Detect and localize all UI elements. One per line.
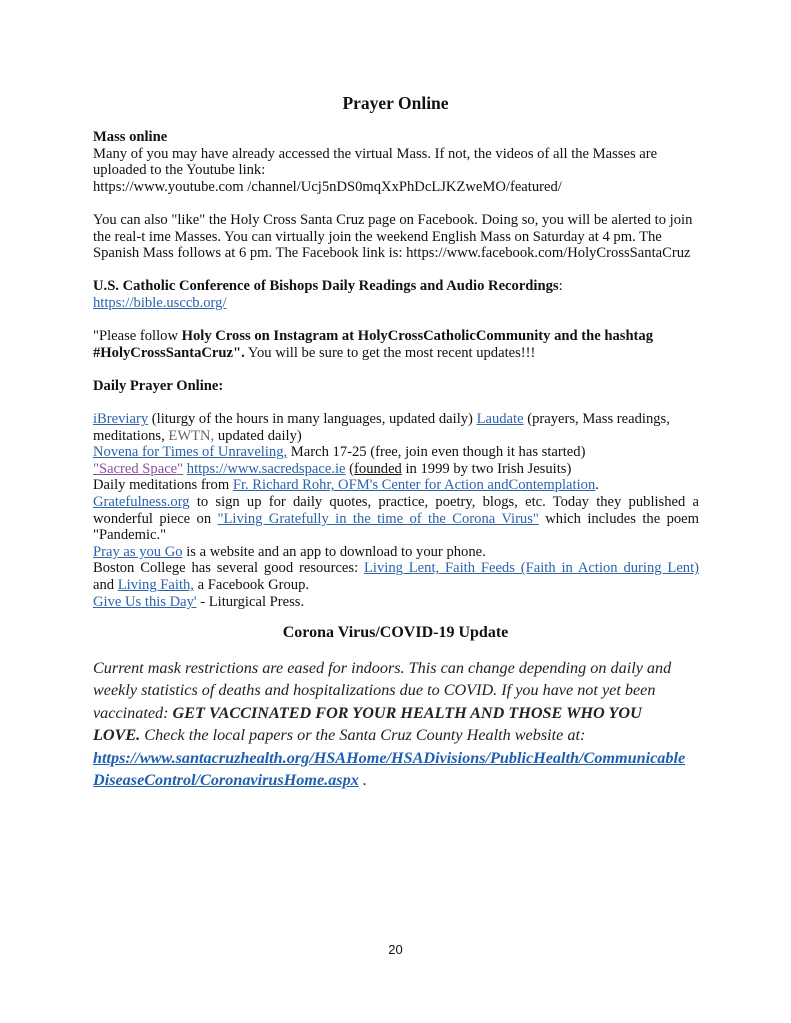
link[interactable]: https://www.sacredspace.ie xyxy=(186,460,346,477)
text: Current mask restrictions are eased for indoors. This can change depending on daily and xyxy=(93,659,672,677)
text: You can also "like" the Holy Cross Santa Cruz page on Facebook. Doing so, you will be alerted to join xyxy=(93,211,693,228)
text: to sign up for daily quotes, practice, poetry, blogs, etc. Today they published a xyxy=(189,494,699,511)
text: March 17-25 (free, join even though it has started) xyxy=(287,444,586,461)
corona-heading: Corona Virus/COVID-19 Update xyxy=(282,624,509,641)
text: Boston College has several good resources: xyxy=(93,560,364,577)
link[interactable]: DiseaseControl/CoronavirusHome.aspx xyxy=(93,771,359,790)
text-line xyxy=(93,560,699,577)
text-line xyxy=(93,494,699,511)
text-line xyxy=(93,428,699,445)
text-line xyxy=(93,345,699,362)
text: the real-t ime Masses. You can virtually join the weekend English Mass on Saturday at 4 pm. The xyxy=(93,228,662,245)
text-line xyxy=(93,594,699,611)
paragraph xyxy=(93,212,699,262)
text-line xyxy=(93,657,713,679)
bold-text: #HolyCrossSantaCruz". xyxy=(93,344,245,361)
text: uploaded to the Youtube link: xyxy=(93,162,266,179)
text-line xyxy=(93,411,699,428)
text: in 1999 by two Irish Jesuits) xyxy=(401,460,572,477)
link[interactable]: Pray as you Go xyxy=(93,543,183,560)
text: . xyxy=(358,771,367,790)
link[interactable]: Novena for Times of Unraveling, xyxy=(93,444,288,461)
text-line xyxy=(93,511,699,528)
text-line xyxy=(93,544,699,561)
text-line xyxy=(93,477,699,494)
text-line xyxy=(93,769,713,791)
text: : xyxy=(558,278,563,295)
page-title: Prayer Online xyxy=(342,93,449,113)
text-line xyxy=(93,577,699,594)
text: (liturgy of the hours in many languages, updated daily) xyxy=(148,411,477,428)
text-line xyxy=(93,444,699,461)
text-line xyxy=(93,527,699,544)
text: https://www.youtube.com /channel/Ucj5nDS0mqXxPhDcLJKZweMO/featured/ xyxy=(93,178,562,195)
text: You will be sure to get the most recent updates!!! xyxy=(244,344,536,361)
text: "Pandemic." xyxy=(93,527,167,544)
prayer-online-content xyxy=(93,129,699,627)
text: a Facebook Group. xyxy=(193,577,310,594)
text: wonderful piece on xyxy=(93,510,218,527)
text: . xyxy=(595,477,599,494)
text: EWTN, xyxy=(168,427,215,444)
text: founded xyxy=(354,460,402,477)
text: Check the local papers or the Santa Cruz County Health website at: xyxy=(140,726,586,745)
bold-text: Holy Cross on Instagram at HolyCrossCatholicCommunity and the hashtag xyxy=(181,328,654,345)
text-line xyxy=(93,229,699,246)
link[interactable]: "Sacred Space" xyxy=(93,460,184,477)
text: updated daily) xyxy=(214,427,302,444)
text-line xyxy=(93,378,699,395)
bold-text: U.S. Catholic Conference of Bishops Daily Readings and Audio Recordings xyxy=(93,278,559,295)
link[interactable]: Living Lent, Faith Feeds (Faith in Action during Lent) xyxy=(364,560,700,577)
link[interactable]: "Living Gratefully in the time of the Corona Virus" xyxy=(217,510,539,527)
link[interactable]: Give Us this Day' xyxy=(93,593,197,610)
paragraph xyxy=(93,378,699,395)
text: and xyxy=(93,577,118,594)
paragraph xyxy=(93,411,699,610)
text: Spanish Mass follows at 6 pm. The Facebook link is: https://www.facebook.com/HolyCrossSantaCruz xyxy=(93,245,691,262)
text: vaccinated: xyxy=(93,703,173,722)
text-line xyxy=(93,702,713,724)
text-line xyxy=(93,162,699,179)
text-line xyxy=(93,461,699,478)
link[interactable]: Fr. Richard Rohr, OFM's Center for Action andContemplation xyxy=(232,477,596,494)
text-line xyxy=(93,245,699,262)
bold-text: GET VACCINATED FOR YOUR HEALTH AND THOSE WHO YOU xyxy=(172,703,642,722)
text-line xyxy=(93,295,699,312)
text: (prayers, Mass readings, xyxy=(523,411,670,428)
text: ( xyxy=(345,460,355,477)
text: "Please follow xyxy=(93,328,182,345)
text: weekly statistics of deaths and hospitalizations due to COVID. If you have not yet been xyxy=(93,681,656,700)
text-line xyxy=(93,212,699,229)
text: which includes the poem xyxy=(538,510,699,527)
link[interactable]: https://bible.usccb.org/ xyxy=(93,294,227,311)
corona-content xyxy=(93,657,713,791)
text-line xyxy=(93,129,699,146)
text: is a website and an app to download to your phone. xyxy=(182,543,486,560)
text-line xyxy=(93,747,713,769)
bold-text: LOVE. xyxy=(93,726,141,745)
bold-text: Mass online xyxy=(93,129,168,145)
page-number: 20 xyxy=(388,942,403,957)
text-line xyxy=(93,179,699,196)
text: Daily meditations from xyxy=(93,477,233,494)
text-line xyxy=(93,278,699,295)
paragraph xyxy=(93,328,699,361)
paragraph xyxy=(93,278,699,311)
text: Many of you may have already accessed the virtual Mass. If not, the videos of all the Masses are xyxy=(93,145,658,162)
text-line xyxy=(93,146,699,163)
text: - Liturgical Press. xyxy=(196,593,305,610)
link[interactable]: https://www.santacruzhealth.org/HSAHome/HSADivisions/PublicHealth/Communicable xyxy=(93,748,686,767)
text-line xyxy=(93,328,699,345)
text-line xyxy=(93,679,713,701)
link[interactable]: Gratefulness.org xyxy=(93,494,190,511)
link[interactable]: Laudate xyxy=(476,411,524,428)
paragraph xyxy=(93,129,699,195)
text: meditations, xyxy=(93,427,169,444)
bold-text: Daily Prayer Online: xyxy=(93,377,224,394)
link[interactable]: iBreviary xyxy=(93,411,149,428)
link[interactable]: Living Faith, xyxy=(117,577,194,594)
text-line xyxy=(93,724,713,746)
